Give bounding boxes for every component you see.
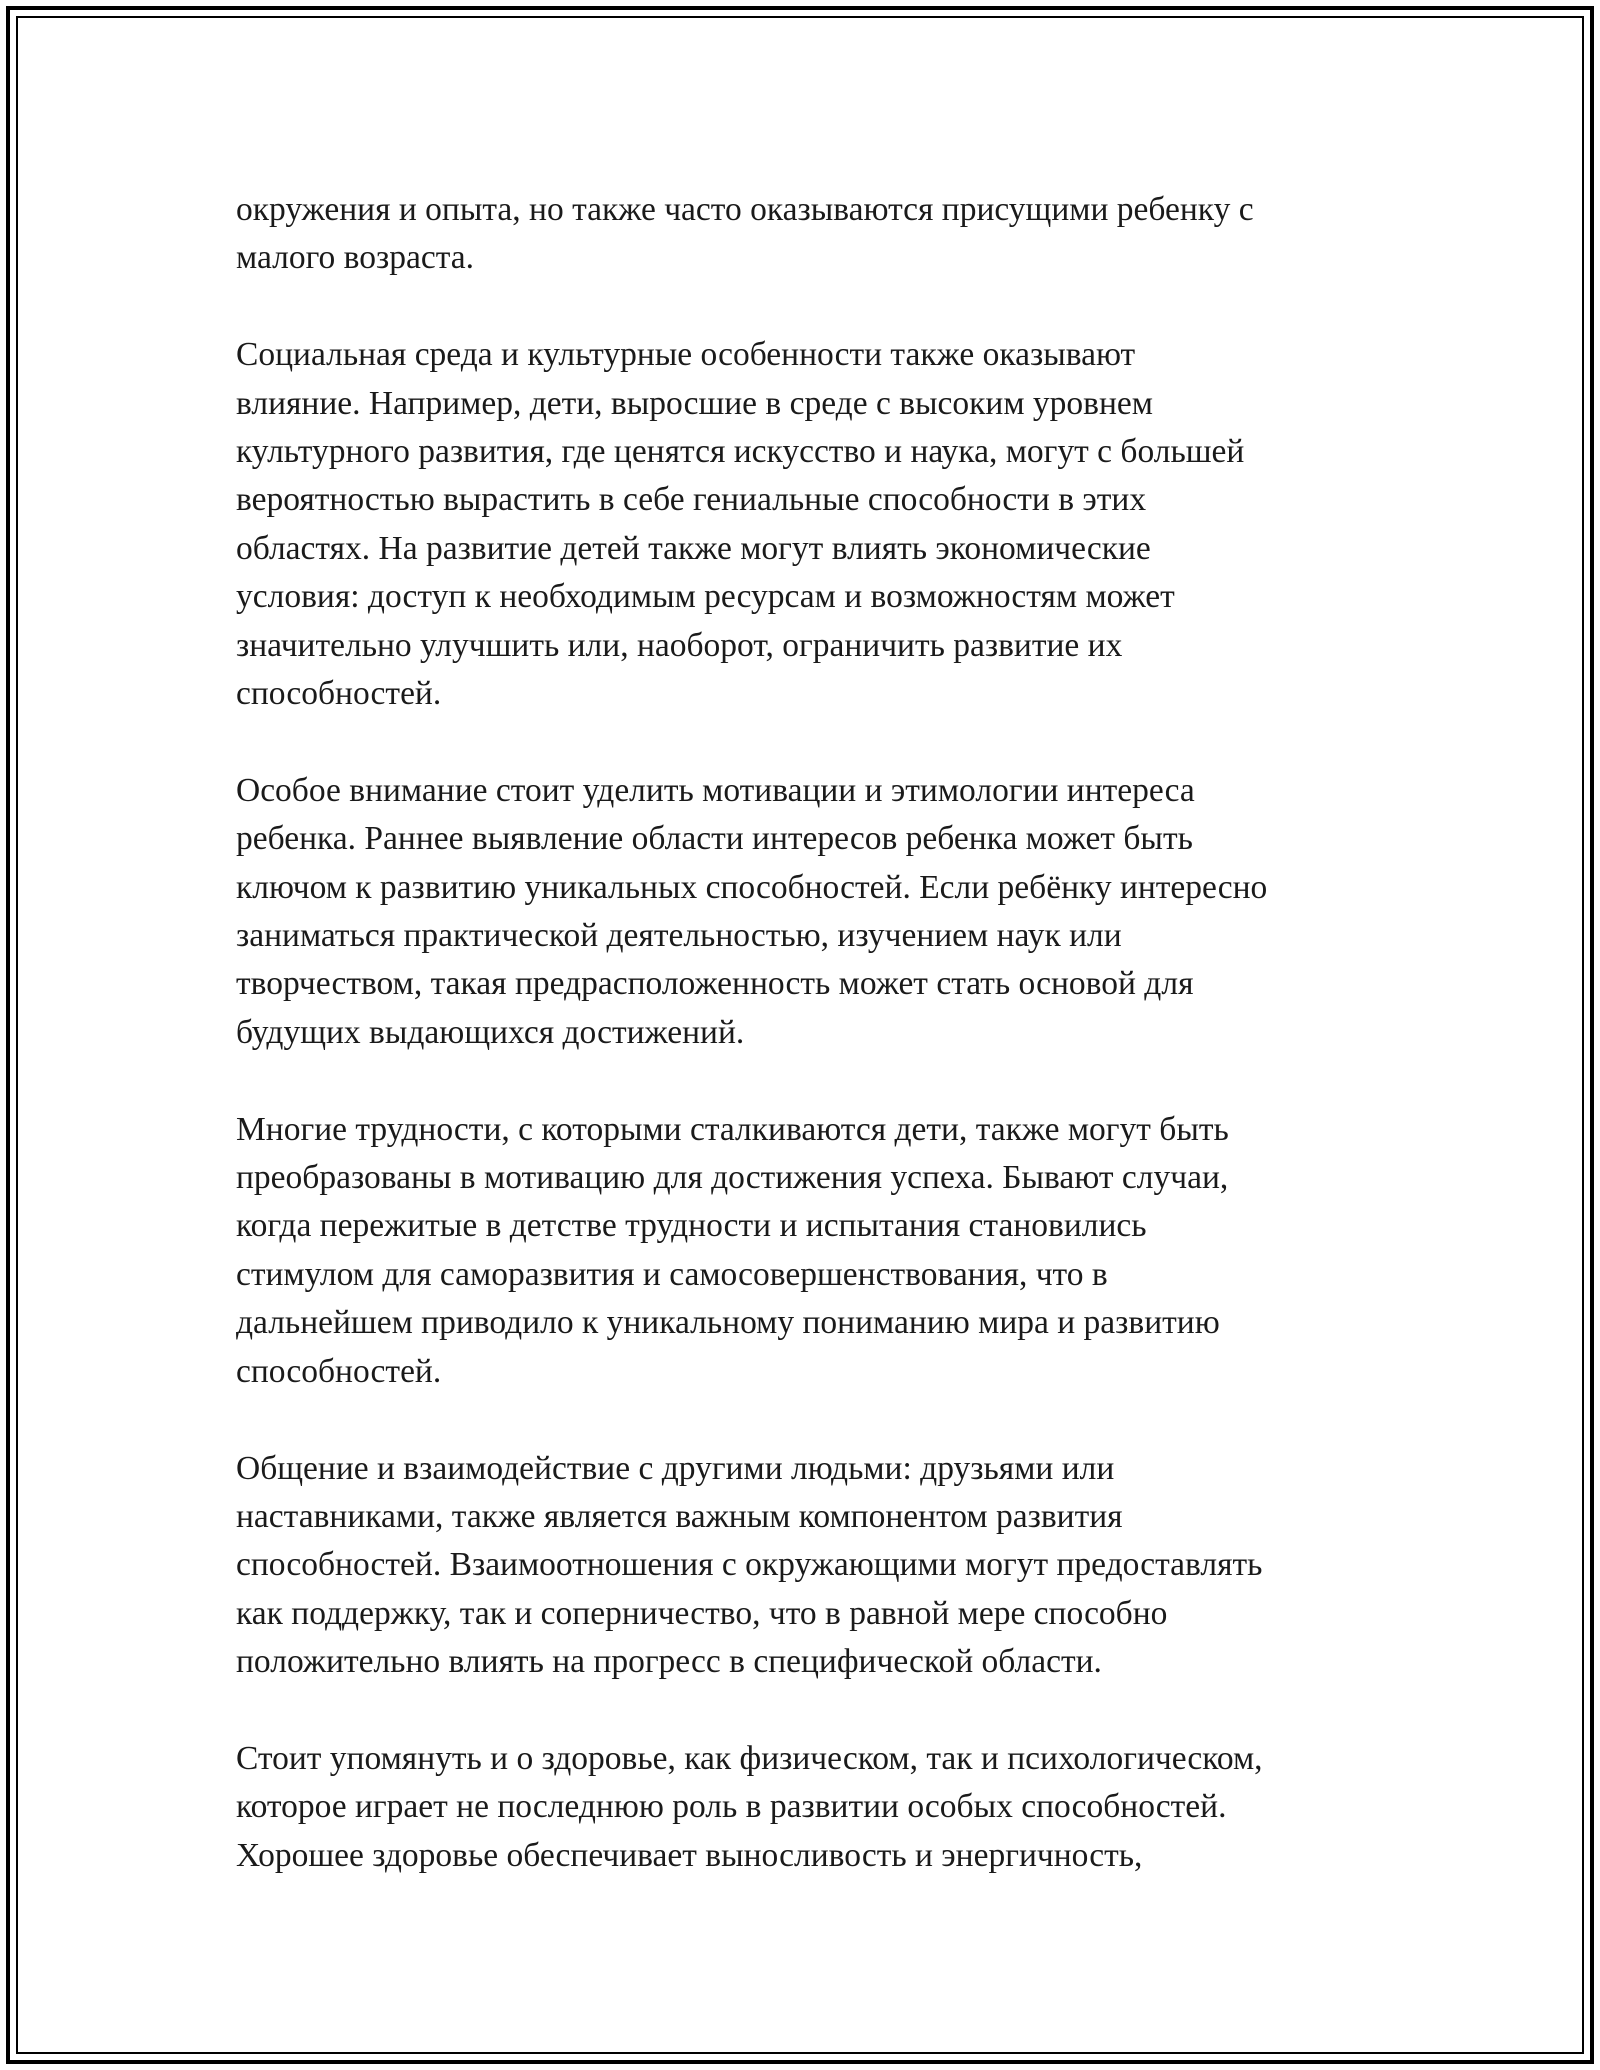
text-line: будущих выдающихся достижений. bbox=[236, 1013, 745, 1051]
text-line: стимулом для саморазвития и самосовершенствования, что в bbox=[236, 1255, 1108, 1293]
text-line: Общение и взаимодействие с другими людьми: друзьями или bbox=[236, 1449, 1115, 1487]
paragraph-2 bbox=[236, 331, 1386, 718]
text-line: способностей. Взаимоотношения с окружающими могут предоставлять bbox=[236, 1546, 1263, 1584]
paragraph-6 bbox=[236, 1735, 1386, 1880]
text-line: культурного развития, где ценятся искусство и наука, могут с большей bbox=[236, 433, 1245, 471]
text-line: дальнейшем приводило к уникальному пониманию мира и развитию bbox=[236, 1304, 1220, 1342]
text-line: преобразованы в мотивацию для достижения успеха. Бывают случаи, bbox=[236, 1159, 1229, 1197]
text-line: когда пережитые в детстве трудности и испытания становились bbox=[236, 1207, 1147, 1245]
text-line: вероятностью вырастить в себе гениальные способности в этих bbox=[236, 481, 1147, 519]
text-line: условия: доступ к необходимым ресурсам и возможностям может bbox=[236, 578, 1175, 616]
text-line: положительно влиять на прогресс в специфической области. bbox=[236, 1643, 1102, 1681]
text-line: Хорошее здоровье обеспечивает выносливость и энергичность, bbox=[236, 1836, 1143, 1874]
paragraph-4 bbox=[236, 1106, 1386, 1396]
text-line: Особое внимание стоит уделить мотивации и этимологии интереса bbox=[236, 771, 1195, 809]
text-line: ребенка. Раннее выявление области интересов ребенка может быть bbox=[236, 820, 1193, 858]
text-line: способностей. bbox=[236, 675, 442, 713]
text-line: способностей. bbox=[236, 1352, 442, 1390]
paragraph-5 bbox=[236, 1445, 1386, 1687]
text-line: заниматься практической деятельностью, изучением наук или bbox=[236, 917, 1122, 955]
text-line: Социальная среда и культурные особенности также оказывают bbox=[236, 336, 1136, 374]
text-line: как поддержку, так и соперничество, что в равной мере способно bbox=[236, 1594, 1168, 1632]
text-line: окружения и опыта, но также часто оказываются присущими ребенку с bbox=[236, 191, 1254, 228]
text-line: малого возраста. bbox=[236, 239, 474, 277]
text-line: наставниками, также является важным компонентом развития bbox=[236, 1497, 1123, 1535]
text-line: областях. На развитие детей также могут влиять экономические bbox=[236, 529, 1151, 567]
text-line: Многие трудности, с которыми сталкиваются дети, также могут быть bbox=[236, 1110, 1229, 1148]
text-line: ключом к развитию уникальных способностей. Если ребёнку интересно bbox=[236, 868, 1268, 906]
paragraph-3 bbox=[236, 767, 1386, 1057]
paragraph-1 bbox=[236, 186, 1386, 283]
text-line: влияние. Например, дети, выросшие в среде с высоким уровнем bbox=[236, 384, 1153, 422]
text-line: значительно улучшить или, наоборот, ограничить развитие их bbox=[236, 626, 1123, 664]
text-line: Стоит упомянуть и о здоровье, как физическом, так и психологическом, bbox=[236, 1739, 1263, 1777]
text-line: творчеством, такая предрасположенность может стать основой для bbox=[236, 965, 1194, 1003]
document-body bbox=[236, 186, 1386, 1880]
text-line: которое играет не последнюю роль в развитии особых способностей. bbox=[236, 1788, 1227, 1826]
